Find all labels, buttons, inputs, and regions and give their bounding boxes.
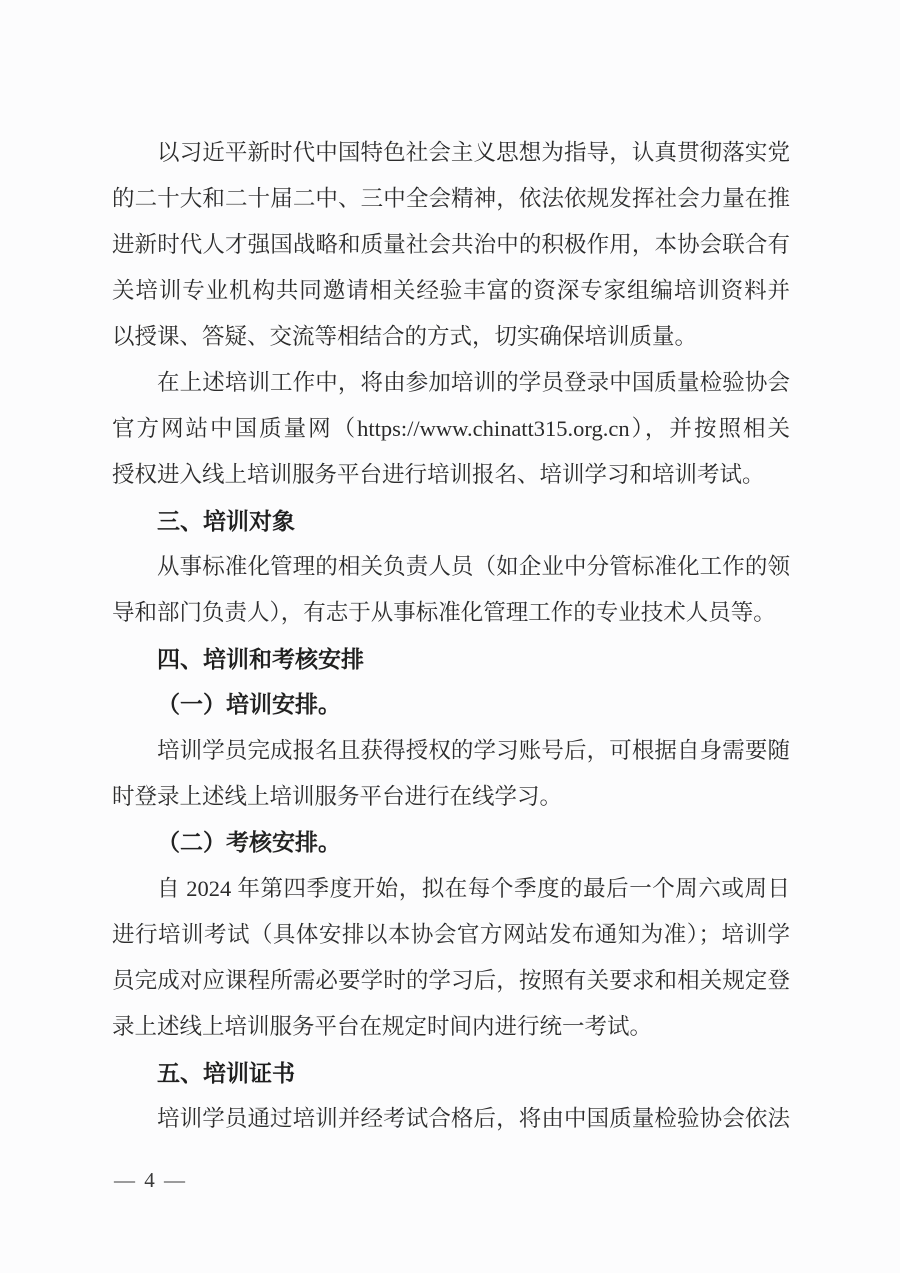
document-line: 官方网站中国质量网（https://www.chinatt315.org.cn），并按照相关	[112, 416, 790, 441]
document-line: 时登录上述线上培训服务平台进行在线学习。	[112, 784, 563, 809]
document-line: 进新时代人才强国战略和质量社会共治中的积极作用，本协会联合有	[112, 232, 790, 257]
document-line: 的二十大和二十届二中、三中全会精神，依法依规发挥社会力量在推	[112, 186, 790, 211]
sub-section-heading: （一）培训安排。	[157, 692, 341, 717]
document-line: 员完成对应课程所需必要学时的学习后，按照有关要求和相关规定登	[112, 968, 790, 993]
document-line: 在上述培训工作中，将由参加培训的学员登录中国质量检验协会	[157, 370, 790, 395]
section-heading: 三、培训对象	[157, 508, 295, 534]
document-body	[112, 130, 790, 1142]
document-line: 录上述线上培训服务平台在规定时间内进行统一考试。	[112, 1014, 653, 1039]
document-line: 培训学员完成报名且获得授权的学习账号后，可根据自身需要随	[157, 738, 790, 763]
document-line: 以授课、答疑、交流等相结合的方式，切实确保培训质量。	[112, 324, 698, 349]
document-line: 导和部门负责人），有志于从事标准化管理工作的专业技术人员等。	[112, 600, 776, 625]
section-heading: 五、培训证书	[157, 1060, 295, 1086]
document-line: 进行培训考试（具体安排以本协会官方网站发布通知为准）；培训学	[112, 922, 790, 947]
document-line: 关培训专业机构共同邀请相关经验丰富的资深专家组编培训资料并	[112, 278, 790, 303]
document-line: 培训学员通过培训并经考试合格后，将由中国质量检验协会依法	[157, 1106, 790, 1131]
document-line: 以习近平新时代中国特色社会主义思想为指导，认真贯彻落实党	[157, 140, 790, 165]
sub-section-heading: （二）考核安排。	[157, 830, 341, 855]
page-number: — 4 —	[114, 1168, 187, 1192]
document-line: 从事标准化管理的相关负责人员（如企业中分管标准化工作的领	[157, 554, 790, 579]
document-line: 自 2024 年第四季度开始，拟在每个季度的最后一个周六或周日	[157, 876, 790, 901]
section-heading: 四、培训和考核安排	[157, 646, 364, 672]
document-line: 授权进入线上培训服务平台进行培训报名、培训学习和培训考试。	[112, 462, 765, 487]
